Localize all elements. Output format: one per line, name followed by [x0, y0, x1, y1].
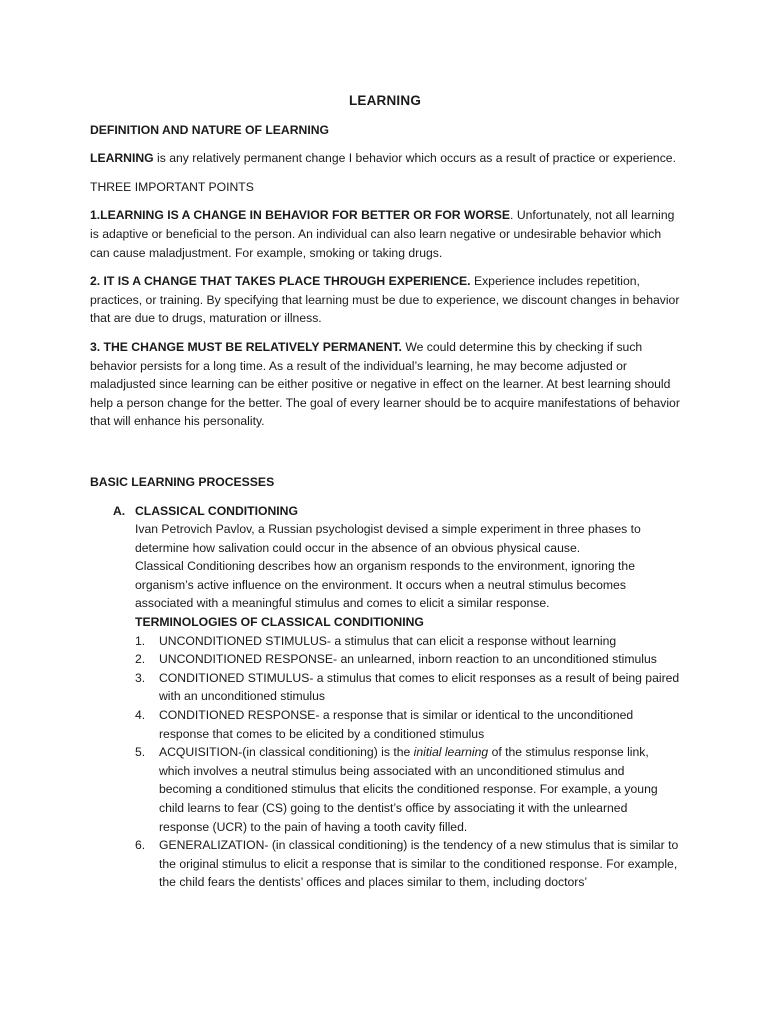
list-item — [135, 706, 680, 743]
acquisition-pre: ACQUISITION-(in classical conditioning) is the — [159, 745, 414, 760]
section-a-title: CLASSICAL CONDITIONING — [135, 503, 298, 518]
definition-paragraph — [90, 149, 680, 168]
section-spacer — [90, 441, 680, 473]
list-item-text: UNCONDITIONED STIMULUS- a stimulus that can elicit a response without learning — [159, 633, 617, 648]
three-points-heading: THREE IMPORTANT POINTS — [90, 179, 254, 194]
section-a-marker: A. — [113, 503, 126, 518]
document-page — [90, 92, 680, 892]
list-item-number: 5. — [135, 745, 146, 760]
point-paragraph-1 — [90, 206, 680, 262]
list-item — [135, 743, 680, 836]
section-a-para2: Classical Conditioning describes how an organism responds to the environment, ignoring the organism’s active influence on the environment. It occurs when a neutral stimulus becomes associated with a meaningful stimulus and comes to elicit a similar response. — [135, 559, 635, 611]
definition-heading: DEFINITION AND NATURE OF LEARNING — [90, 122, 329, 137]
point-lead-3: 3. THE CHANGE MUST BE RELATIVELY PERMANENT. — [90, 339, 402, 354]
list-item — [135, 836, 680, 892]
list-item — [135, 632, 680, 651]
section-classical-conditioning — [90, 502, 680, 892]
point-lead-1: 1.LEARNING IS A CHANGE IN BEHAVIOR FOR BETTER OR FOR WORSE — [90, 208, 511, 223]
point-paragraph-3 — [90, 338, 680, 431]
section-a-row — [90, 502, 680, 892]
list-item-number: 2. — [135, 652, 146, 667]
list-item-number: 4. — [135, 708, 146, 723]
definition-text: is any relatively permanent change I behavior which occurs as a result of practice or experience. — [153, 151, 676, 166]
list-item-number: 3. — [135, 670, 146, 685]
acquisition-post: of the stimulus response link, which involves a neutral stimulus being associated with an unconditioned stimulus and becoming a conditioned stimulus that elicits the conditioned response. For example, a young child learns to fear (CS) going to the dentist’s office by associating it with the unlearned response (UCR) to the pain of having a tooth cavity filled. — [159, 745, 658, 834]
terms-heading: TERMINOLOGIES OF CLASSICAL CONDITIONING — [135, 615, 424, 630]
point-paragraph-2 — [90, 272, 680, 328]
terms-list — [135, 632, 680, 892]
list-item — [135, 669, 680, 706]
section-a-body — [135, 502, 680, 892]
definition-term: LEARNING — [90, 151, 154, 166]
list-item — [135, 650, 680, 669]
list-item-text — [159, 743, 680, 836]
list-item-text: UNCONDITIONED RESPONSE- an unlearned, inborn reaction to an unconditioned stimulus — [159, 652, 657, 667]
list-item-text: GENERALIZATION- (in classical conditioning) is the tendency of a new stimulus that is similar to the original stimulus to elicit a response that is similar to the conditioned response. For example, the child fears the dentists’ offices and places similar to them, including doctors’ — [159, 838, 679, 890]
acquisition-italic: initial learning — [413, 745, 489, 760]
list-item-text: CONDITIONED STIMULUS- a stimulus that comes to elicit responses as a result of being paired with an unconditioned stimulus — [159, 670, 680, 704]
list-item-text: CONDITIONED RESPONSE- a response that is similar or identical to the unconditioned response that comes to be elicited by a conditioned stimulus — [159, 708, 634, 741]
list-item-number: 6. — [135, 838, 146, 853]
document-title: LEARNING — [348, 93, 422, 108]
section-a-para1: Ivan Petrovich Pavlov, a Russian psychologist devised a simple experiment in three phases to determine how salivation could occur in the absence of an obvious physical cause. — [135, 522, 641, 555]
point-text-2: Experience includes repetition, practices, or training. By specifying that learning must be due to experience, we discount changes in behavior that are due to drugs, maturation or illness. — [90, 274, 680, 326]
basic-processes-heading: BASIC LEARNING PROCESSES — [90, 474, 275, 489]
point-text-1: . Unfortunately, not all learning is adaptive or beneficial to the person. An individual can also learn negative or undesirable behavior which can cause maladjustment. For example, smoking or taking drugs. — [90, 208, 675, 260]
point-text-3: We could determine this by checking if such behavior persists for a long time. As a result of the individual’s learning, he may become adjusted or maladjusted since learning can be either positive or negative in effect on the learner. At best learning should help a person change for the better. The goal of every learner should be to acquire manifestations of behavior that will enhance his personality. — [90, 339, 680, 429]
list-item-number: 1. — [135, 633, 146, 648]
point-lead-2: 2. IT IS A CHANGE THAT TAKES PLACE THROUGH EXPERIENCE. — [90, 274, 471, 289]
